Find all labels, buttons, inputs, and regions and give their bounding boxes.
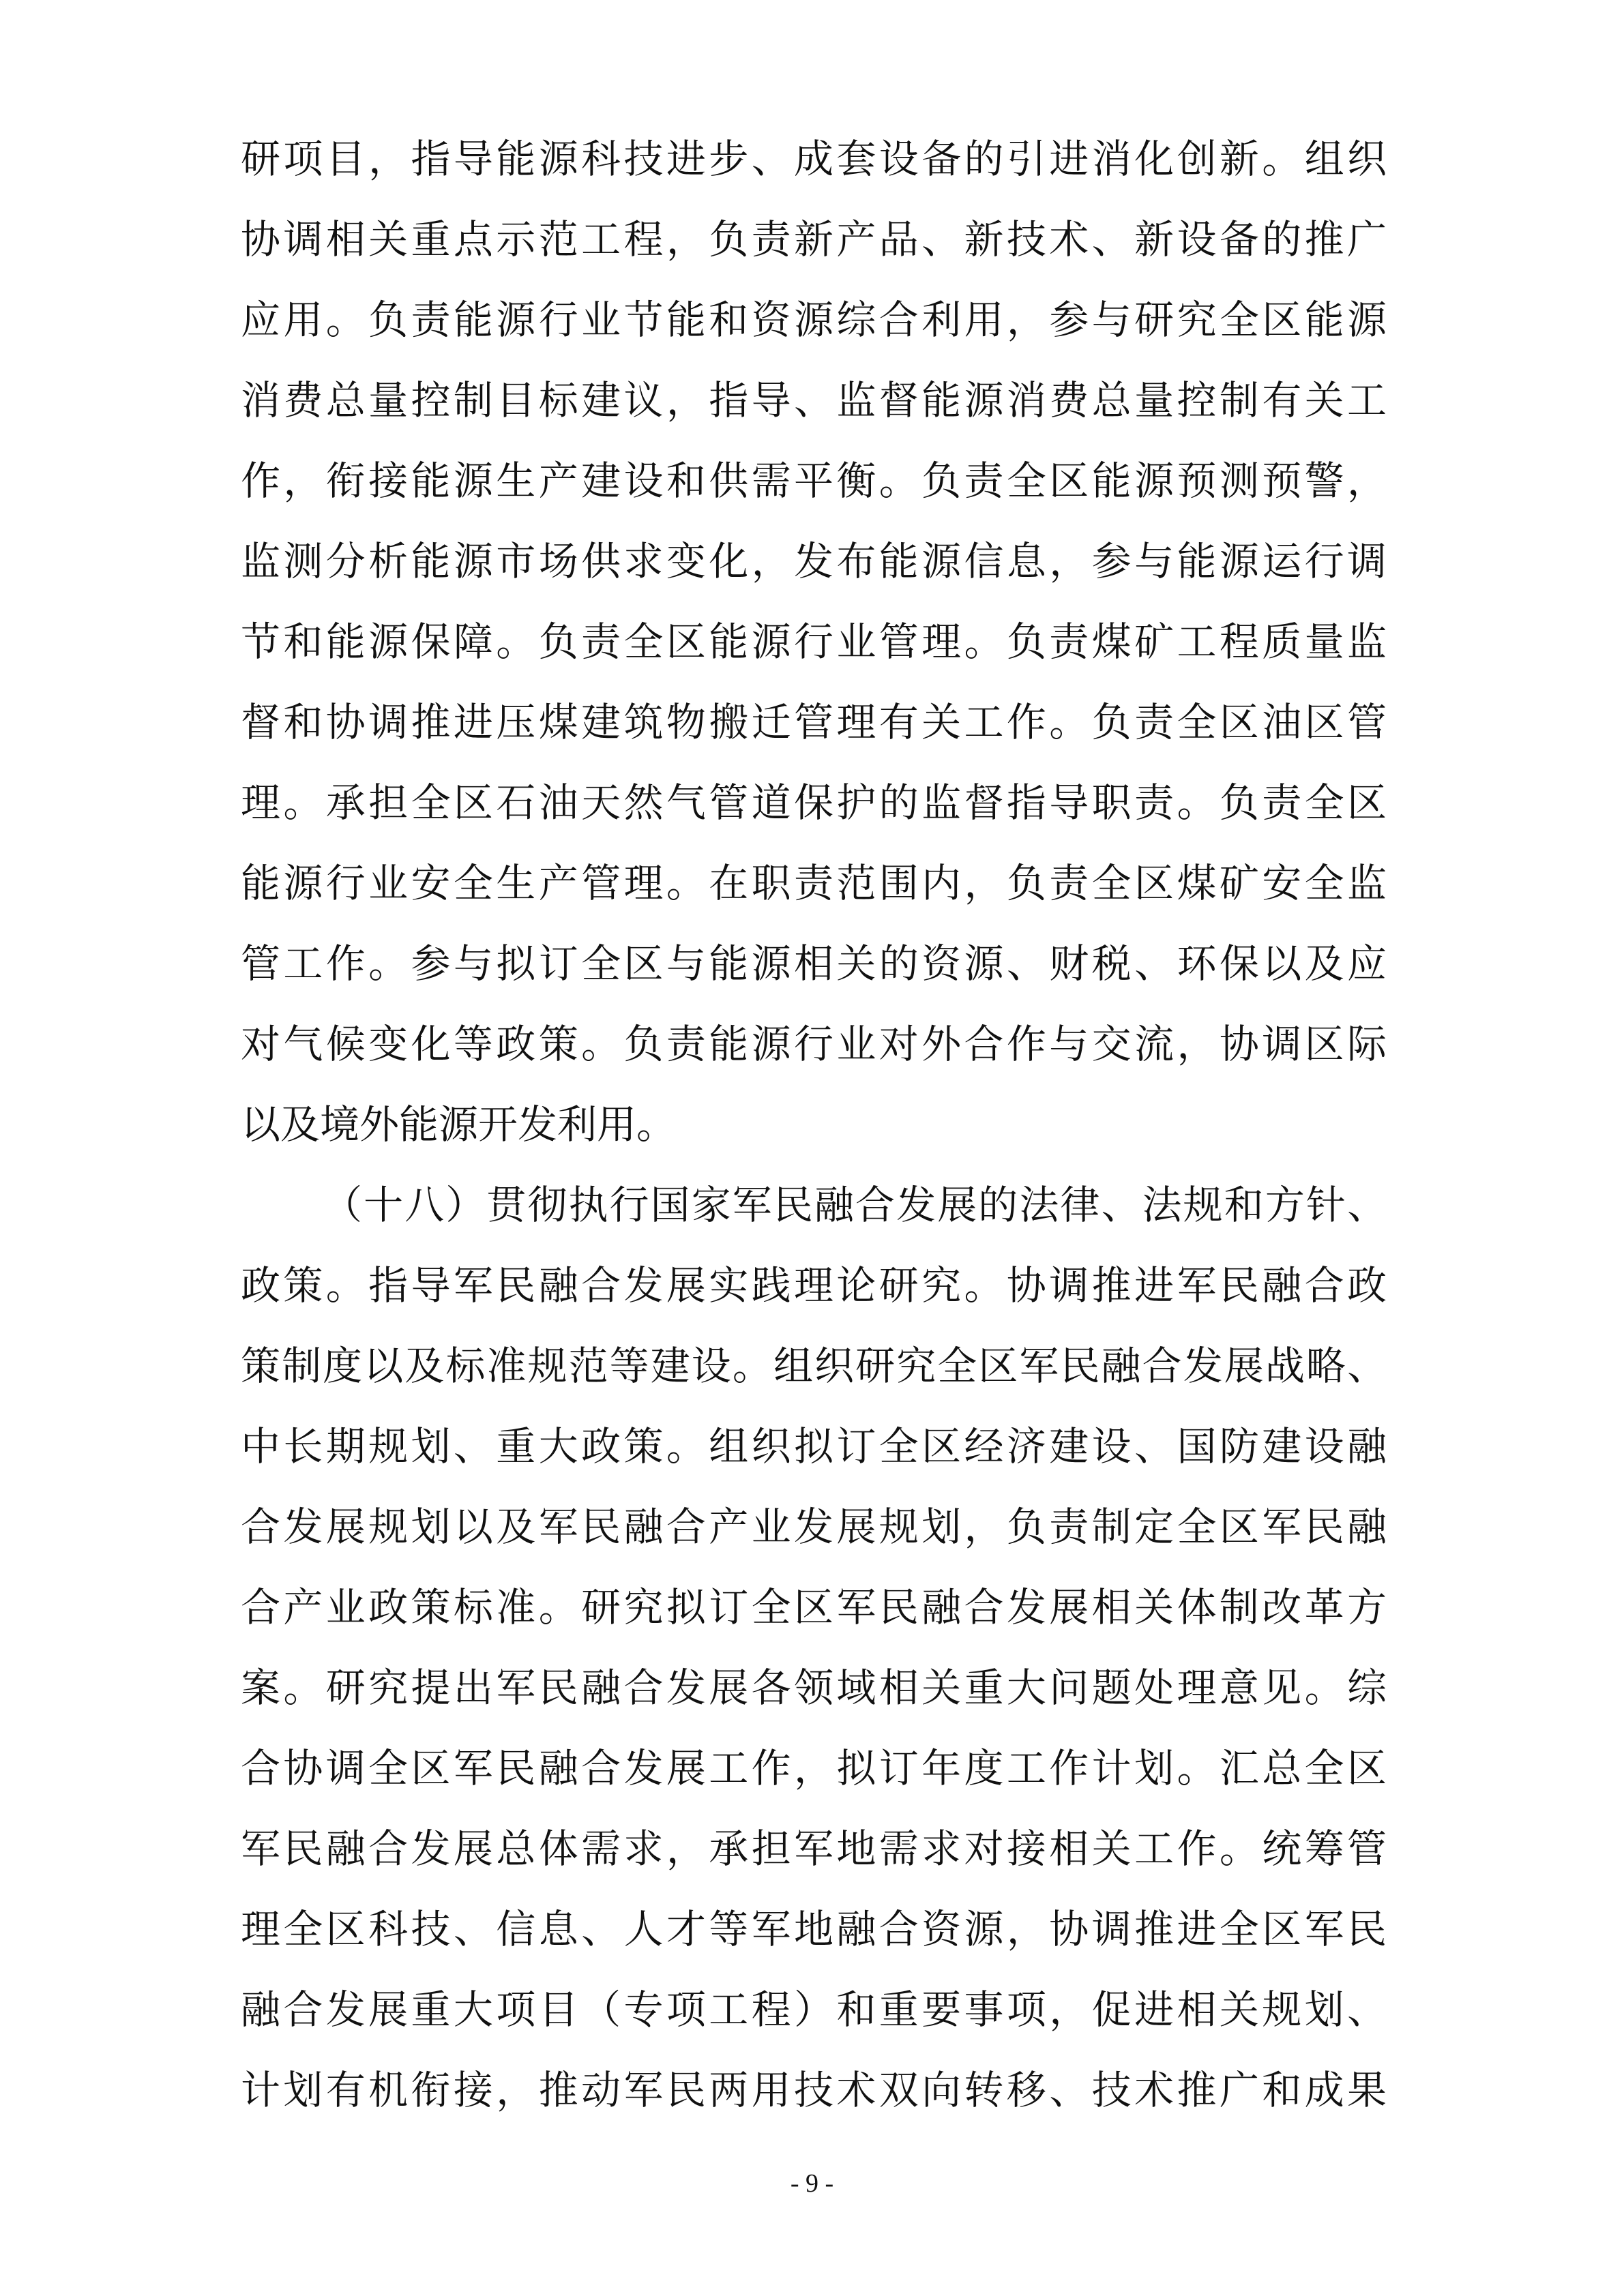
text-line: 计划有机衔接，推动军民两用技术双向转移、技术推广和成果: [241, 2067, 1387, 2113]
text-line: 消费总量控制目标建议，指导、监督能源消费总量控制有关工: [241, 377, 1387, 423]
text-line: 合发展规划以及军民融合产业发展规划，负责制定全区军民融: [241, 1504, 1387, 1550]
text-line: 案。研究提出军民融合发展各领域相关重大问题处理意见。综: [241, 1665, 1387, 1711]
text-line: 研项目，指导能源科技进步、成套设备的引进消化创新。组织: [241, 136, 1387, 182]
text-line: 应用。负责能源行业节能和资源综合利用，参与研究全区能源: [241, 297, 1387, 343]
paragraph-first-line: （十八）贯彻执行国家军民融合发展的法律、法规和方针、: [323, 1182, 1387, 1228]
text-line: 能源行业安全生产管理。在职责范围内，负责全区煤矿安全监: [241, 860, 1387, 906]
text-line: 合协调全区军民融合发展工作，拟订年度工作计划。汇总全区: [241, 1745, 1387, 1791]
text-line: 融合发展重大项目（专项工程）和重要事项，促进相关规划、: [241, 1986, 1387, 2033]
text-line: 策制度以及标准规范等建设。组织研究全区军民融合发展战略、: [241, 1343, 1387, 1389]
text-line: 理。承担全区石油天然气管道保护的监督指导职责。负责全区: [241, 779, 1387, 826]
text-line: 对气候变化等政策。负责能源行业对外合作与交流，协调区际: [241, 1021, 1387, 1067]
text-line: 管工作。参与拟订全区与能源相关的资源、财税、环保以及应: [241, 940, 1387, 987]
page-number: - 9 -: [790, 2169, 834, 2198]
text-line: 节和能源保障。负责全区能源行业管理。负责煤矿工程质量监: [241, 618, 1387, 665]
text-line: 监测分析能源市场供求变化，发布能源信息，参与能源运行调: [241, 538, 1387, 584]
text-line: 作，衔接能源生产建设和供需平衡。负责全区能源预测预警，: [241, 458, 1387, 504]
text-line: 合产业政策标准。研究拟订全区军民融合发展相关体制改革方: [241, 1584, 1387, 1630]
text-line: 协调相关重点示范工程，负责新产品、新技术、新设备的推广: [241, 216, 1387, 263]
text-line: 理全区科技、信息、人才等军地融合资源，协调推进全区军民: [241, 1906, 1387, 1952]
text-line: 以及境外能源开发利用。: [241, 1101, 677, 1148]
text-line: 督和协调推进压煤建筑物搬迁管理有关工作。负责全区油区管: [241, 699, 1387, 745]
text-line: 中长期规划、重大政策。组织拟订全区经济建设、国防建设融: [241, 1423, 1387, 1470]
text-line: 军民融合发展总体需求，承担军地需求对接相关工作。统筹管: [241, 1825, 1387, 1872]
text-line: 政策。指导军民融合发展实践理论研究。协调推进军民融合政: [241, 1262, 1387, 1309]
